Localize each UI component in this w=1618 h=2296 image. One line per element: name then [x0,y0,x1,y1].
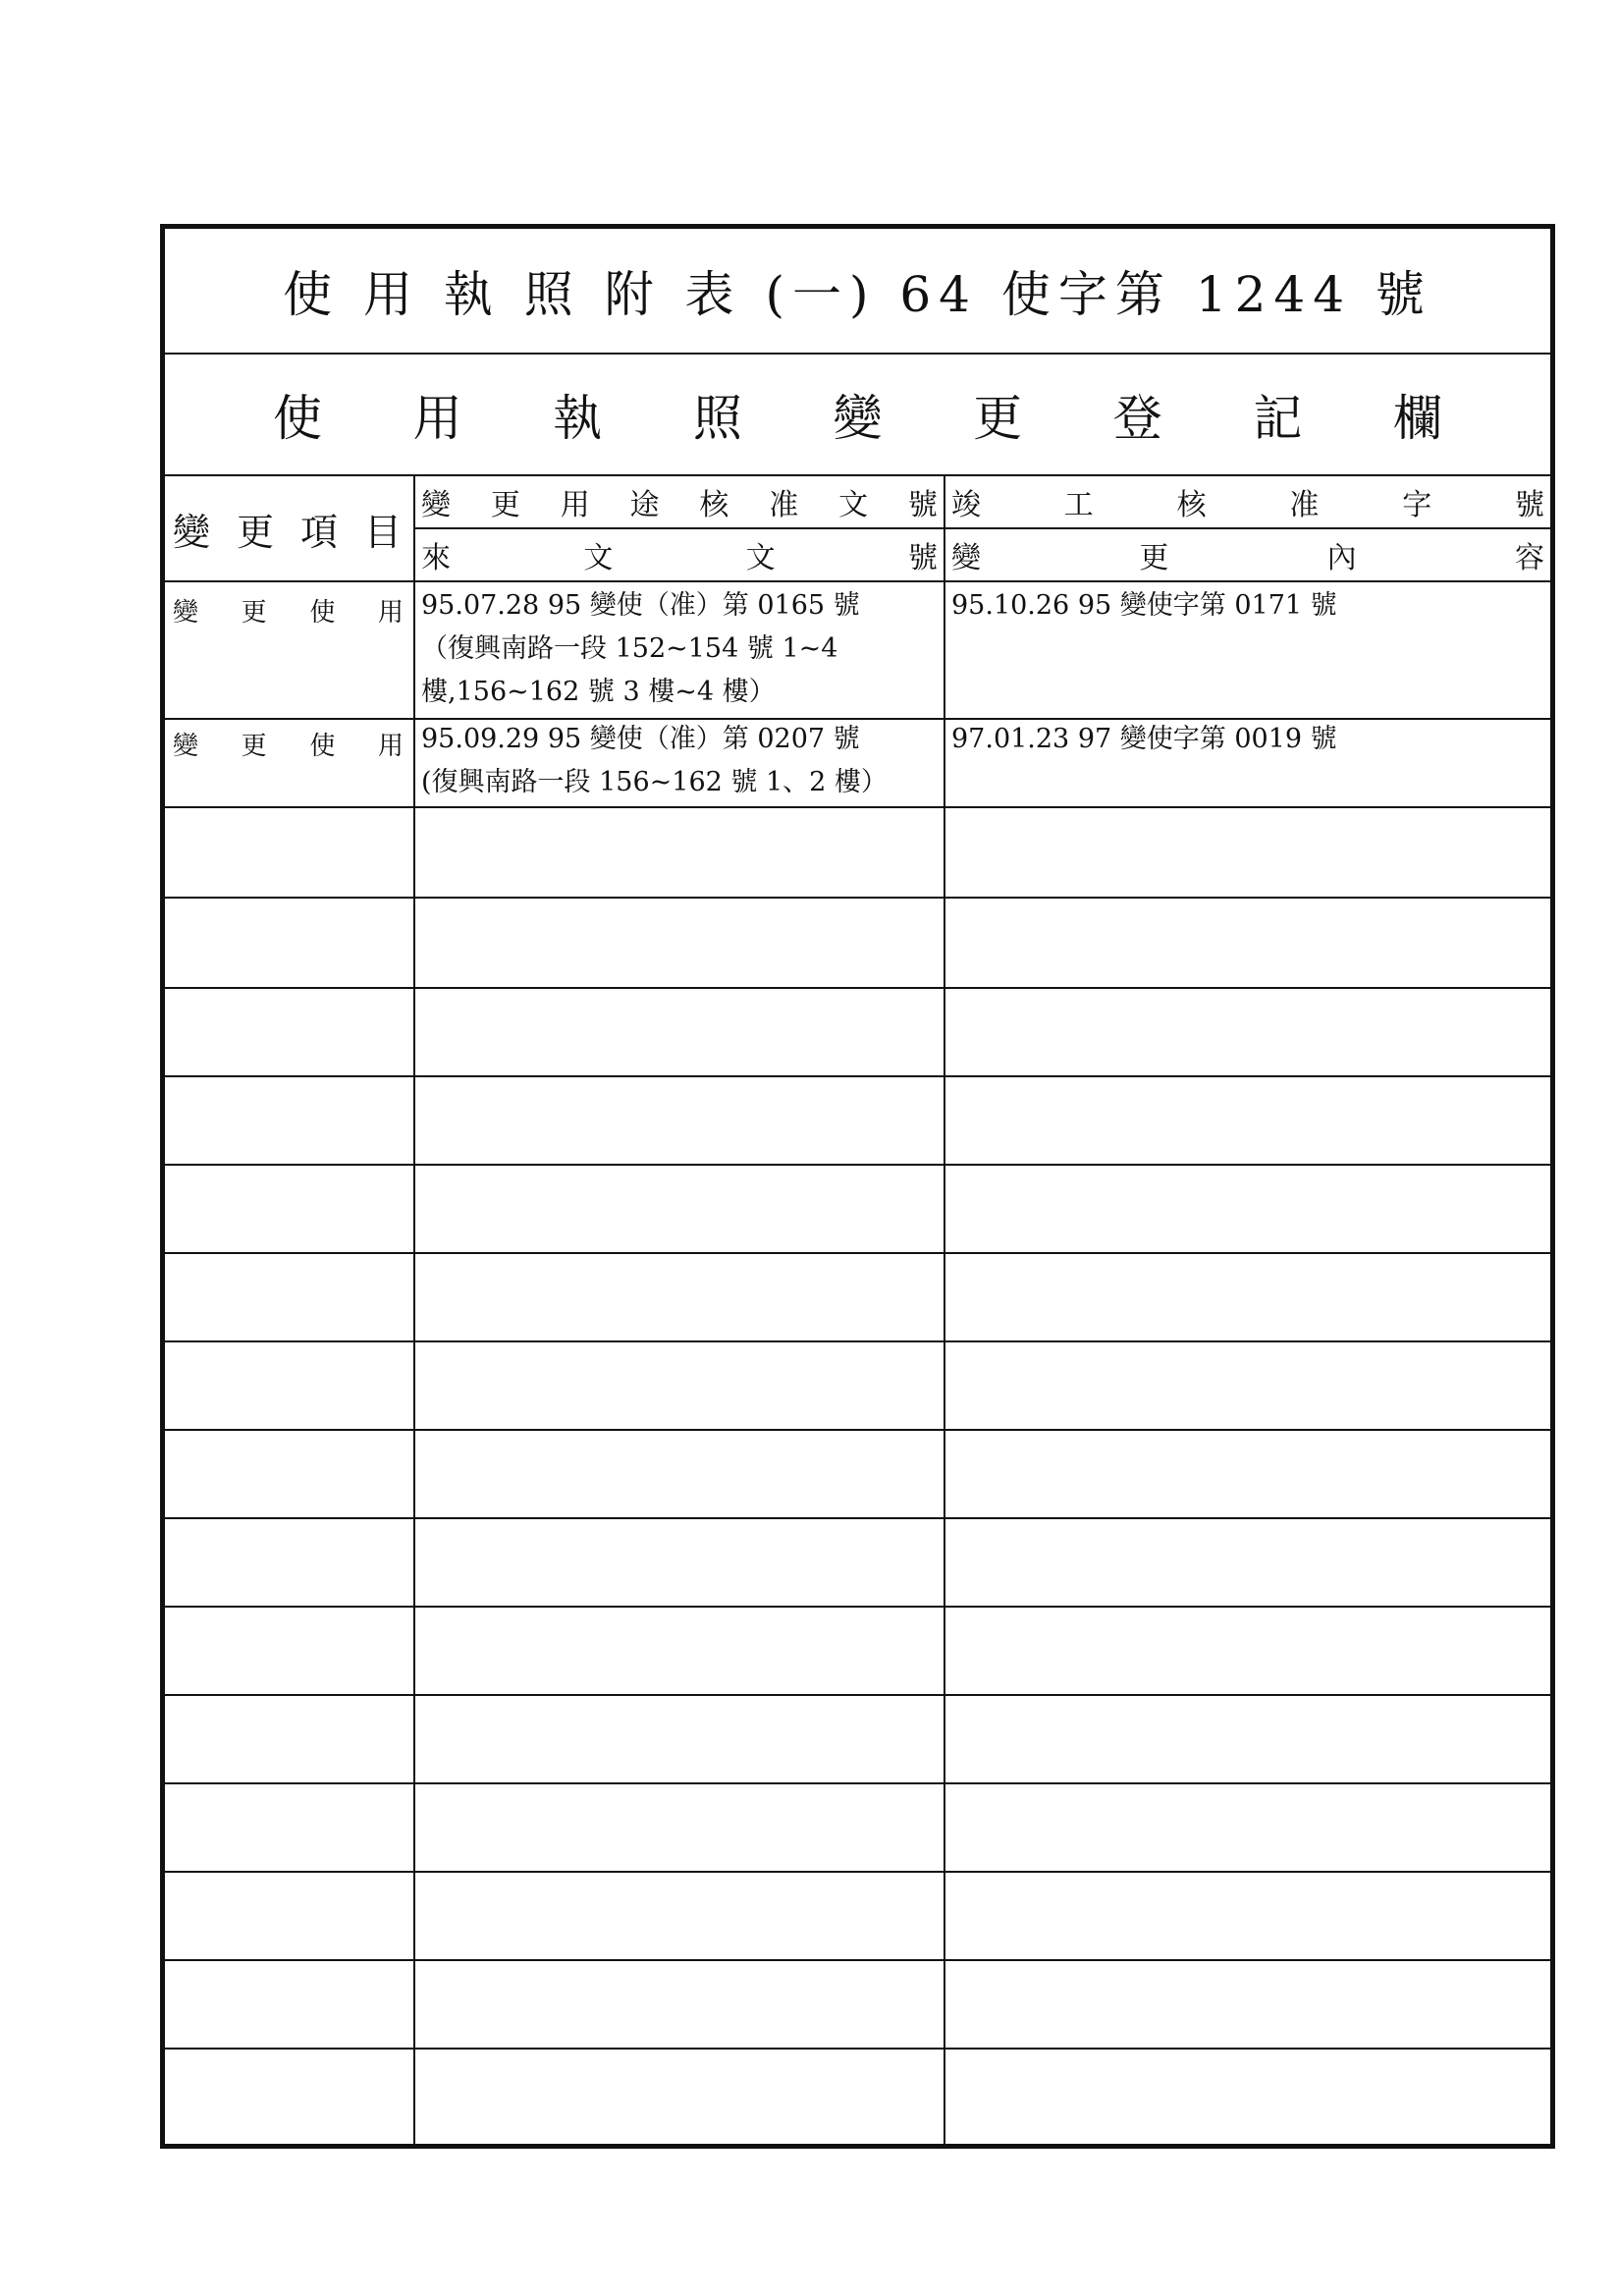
subtitle-char: 記 [1253,390,1303,447]
header-completion-number [945,476,1550,527]
row-divider [165,1252,1550,1254]
header-divider [415,527,1550,529]
header-char: 號 [907,541,938,575]
header-char: 目 [363,510,402,554]
subtitle-char: 照 [692,390,742,447]
header-change-content [945,529,1550,580]
row-2-change-item [165,726,413,765]
header-char: 竣 [951,488,981,522]
item-char: 使 [309,598,336,628]
row-divider [165,1340,1550,1342]
header-char: 變 [173,510,211,554]
document-frame [160,224,1555,2149]
header-approval-number [415,476,944,527]
subtitle-char: 使 [273,390,322,447]
item-char: 變 [173,598,199,628]
row-divider [165,2048,1550,2050]
completion-line: 95.10.26 95 變使字第 0171 號 [951,590,1337,621]
item-char: 更 [241,732,267,761]
subtitle-char: 登 [1112,390,1162,447]
row-divider [165,1429,1550,1431]
subtitle-char: 更 [973,390,1023,447]
column-divider [944,476,945,2149]
row-2-completion [947,718,1546,761]
approval-line: 樓,156~162 號 3 樓~4 樓） [421,677,776,707]
subtitle-char: 欄 [1393,390,1442,447]
row-divider [165,1517,1550,1519]
item-char: 用 [377,732,404,761]
approval-line: 95.07.28 95 變使（准）第 0165 號 [421,590,860,621]
item-char: 變 [173,732,199,761]
header-char: 工 [1063,488,1094,522]
header-char: 號 [907,488,938,522]
header-char: 項 [299,510,338,554]
row-divider [165,1075,1550,1077]
item-char: 用 [377,598,404,628]
row-divider [165,1782,1550,1784]
row-divider [165,1694,1550,1696]
row-divider [165,1164,1550,1166]
completion-line: 97.01.23 97 變使字第 0019 號 [951,724,1337,754]
header-char: 內 [1326,541,1357,575]
subtitle-char: 變 [833,390,883,447]
header-char: 容 [1514,541,1544,575]
header-char: 文 [838,488,869,522]
header-char: 更 [1139,541,1169,575]
header-char: 更 [236,510,274,554]
header-char: 文 [583,541,614,575]
row-1-approval [417,584,942,714]
header-char: 字 [1402,488,1432,522]
header-change-item [165,476,413,580]
item-char: 使 [309,732,336,761]
row-divider [165,987,1550,989]
header-char: 來 [421,541,451,575]
subtitle-char: 執 [553,390,603,447]
approval-line: (復興南路一段 156~162 號 1、2 樓） [421,767,888,797]
header-char: 准 [1289,488,1320,522]
header-char: 核 [699,488,729,522]
approval-line: 95.09.29 95 變使（准）第 0207 號 [421,724,860,754]
header-char: 途 [629,488,660,522]
row-1-change-item [165,592,413,631]
row-2-approval [417,718,942,804]
item-char: 更 [241,598,267,628]
header-char: 更 [490,488,520,522]
document-title: 使 用 執 照 附 表 (一) 64 使字第 1244 號 [165,229,1550,355]
header-char: 用 [560,488,590,522]
row-divider [165,1959,1550,1961]
column-divider [413,476,415,2149]
row-divider [165,897,1550,899]
document-subtitle [165,355,1550,476]
header-char: 號 [1514,488,1544,522]
header-char: 准 [769,488,799,522]
row-divider [165,806,1550,808]
header-incoming-doc-number [415,529,944,580]
header-char: 核 [1176,488,1207,522]
header-char: 文 [745,541,776,575]
row-divider [165,1871,1550,1873]
row-divider [165,1606,1550,1608]
subtitle-char: 用 [412,390,462,447]
header-bottom-line [165,580,1550,582]
approval-line: （復興南路一段 152~154 號 1~4 [421,633,838,664]
row-1-completion [947,584,1546,628]
header-char: 變 [951,541,981,575]
header-char: 變 [421,488,451,522]
